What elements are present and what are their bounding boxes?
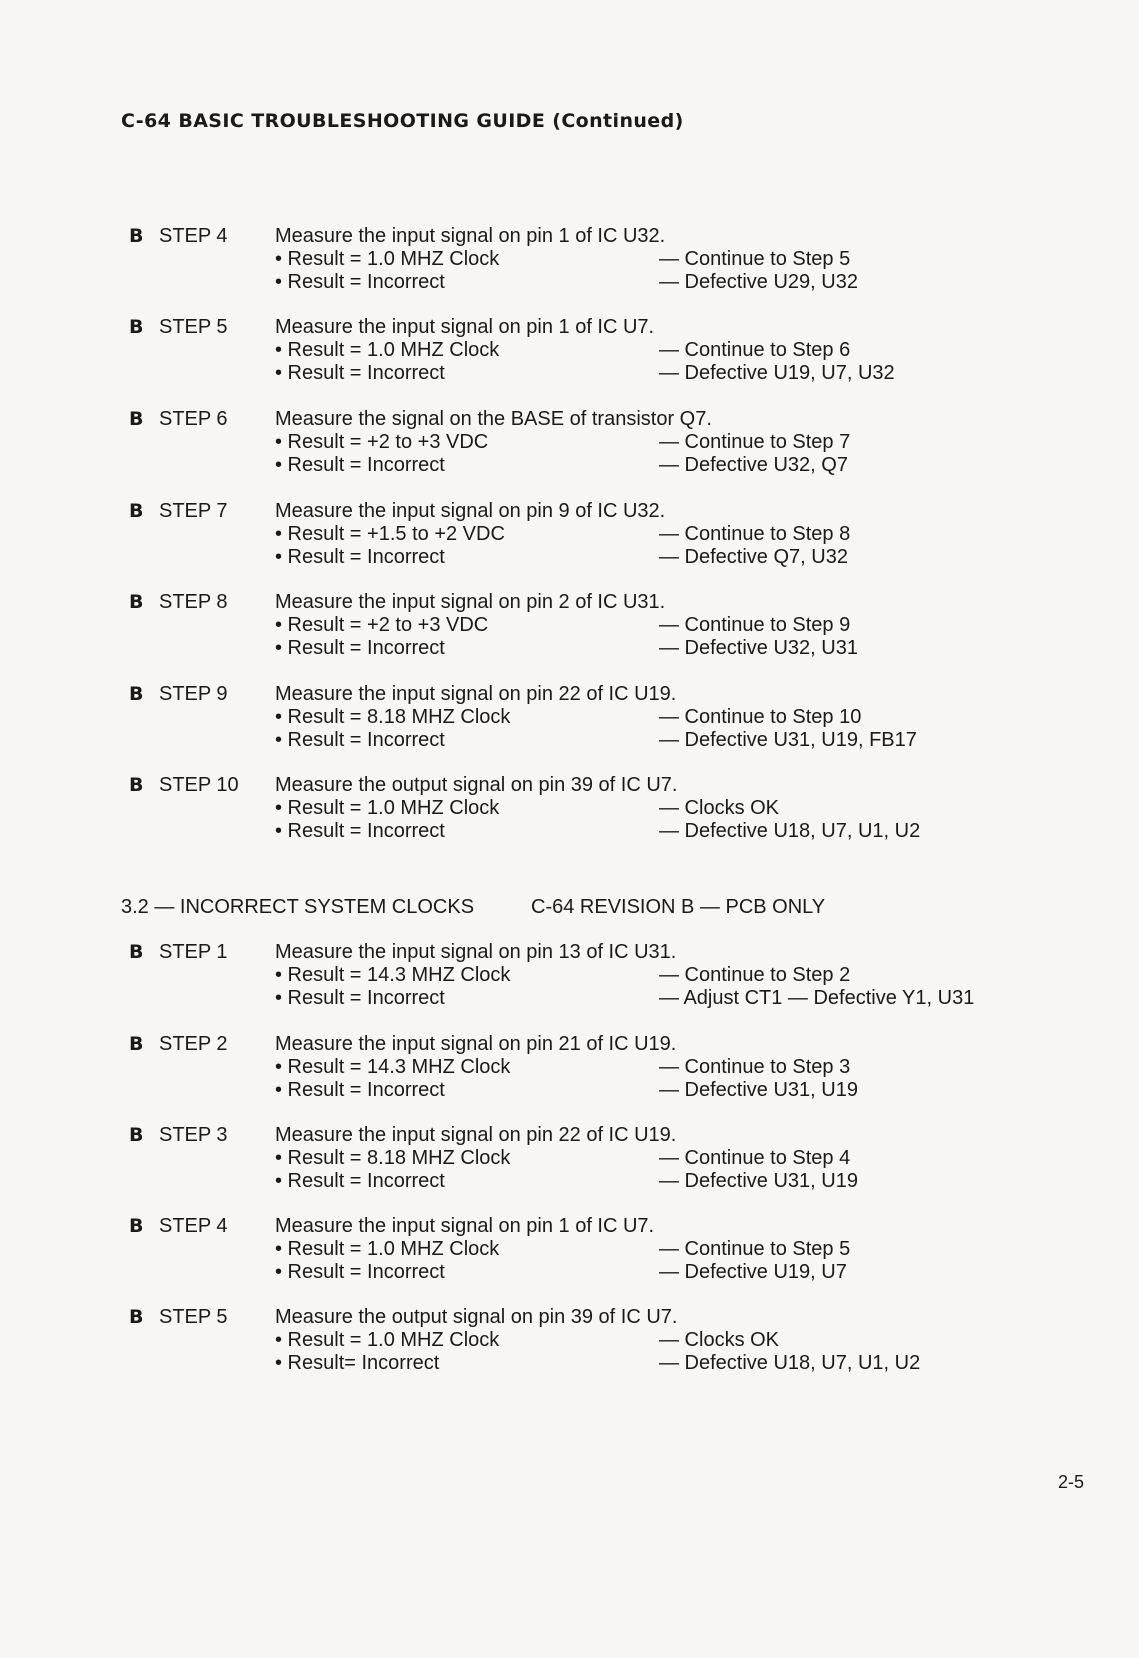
action-incorrect: — Defective U18, U7, U1, U2 — [659, 1352, 921, 1374]
step-label: STEP 10 — [159, 774, 239, 796]
revision-marker: B — [129, 1124, 144, 1146]
result-incorrect: • Result = Incorrect — [275, 1079, 445, 1101]
section-steps-2 — [121, 0, 1081, 1400]
step-instruction: Measure the input signal on pin 13 of IC U31. — [275, 941, 677, 963]
page-number: 2-5 — [1058, 1472, 1085, 1492]
action-incorrect: — Defective U31, U19 — [659, 1170, 858, 1192]
result-expected: • Result = 1.0 MHZ Clock — [275, 248, 500, 270]
step-instruction: Measure the input signal on pin 22 of IC U19. — [275, 683, 677, 705]
action-incorrect: — Defective U19, U7 — [659, 1261, 847, 1283]
result-incorrect: • Result = Incorrect — [275, 637, 445, 659]
action-expected: — Continue to Step 6 — [659, 339, 851, 361]
step-label: STEP 3 — [159, 1124, 228, 1146]
revision-marker: B — [129, 408, 144, 430]
result-expected: • Result = 1.0 MHZ Clock — [275, 1329, 500, 1351]
result-incorrect: • Result = Incorrect — [275, 1261, 445, 1283]
action-incorrect: — Defective U29, U32 — [659, 271, 858, 293]
step-block — [121, 1124, 1081, 1204]
step-instruction: Measure the input signal on pin 21 of IC U19. — [275, 1033, 677, 1055]
step-block — [121, 1215, 1081, 1295]
revision-marker: B — [129, 1033, 144, 1055]
result-incorrect: • Result = Incorrect — [275, 454, 445, 476]
action-incorrect: — Adjust CT1 — Defective Y1, U31 — [659, 987, 975, 1009]
result-expected: • Result = 14.3 MHZ Clock — [275, 1056, 511, 1078]
action-incorrect: — Defective Q7, U32 — [659, 546, 848, 568]
action-incorrect: — Defective U19, U7, U32 — [659, 362, 895, 384]
step-instruction: Measure the input signal on pin 1 of IC U32. — [275, 225, 666, 247]
action-expected: — Continue to Step 2 — [659, 964, 851, 986]
step-label: STEP 5 — [159, 316, 228, 338]
action-expected: — Continue to Step 4 — [659, 1147, 851, 1169]
result-incorrect: • Result = Incorrect — [275, 1170, 445, 1192]
step-instruction: Measure the input signal on pin 1 of IC U7. — [275, 316, 655, 338]
step-label: STEP 4 — [159, 1215, 228, 1237]
result-expected: • Result = +2 to +3 VDC — [275, 431, 489, 453]
step-instruction: Measure the output signal on pin 39 of IC U7. — [275, 774, 678, 796]
result-incorrect: • Result = Incorrect — [275, 546, 445, 568]
section-heading-title: 3.2 — INCORRECT SYSTEM CLOCKS — [121, 896, 475, 918]
action-expected: — Clocks OK — [659, 797, 780, 819]
revision-marker: B — [129, 683, 144, 705]
result-expected: • Result = 14.3 MHZ Clock — [275, 964, 511, 986]
revision-marker: B — [129, 941, 144, 963]
step-instruction: Measure the output signal on pin 39 of IC U7. — [275, 1306, 678, 1328]
step-instruction: Measure the signal on the BASE of transistor Q7. — [275, 408, 712, 430]
revision-marker: B — [129, 774, 144, 796]
step-instruction: Measure the input signal on pin 9 of IC U32. — [275, 500, 666, 522]
action-expected: — Continue to Step 10 — [659, 706, 862, 728]
result-expected: • Result = 8.18 MHZ Clock — [275, 706, 511, 728]
step-label: STEP 7 — [159, 500, 228, 522]
result-incorrect: • Result = Incorrect — [275, 271, 445, 293]
step-block — [121, 1306, 1081, 1386]
action-incorrect: — Defective U31, U19, FB17 — [659, 729, 917, 751]
step-block — [121, 1033, 1081, 1113]
step-block — [121, 941, 1081, 1021]
action-incorrect: — Defective U32, U31 — [659, 637, 858, 659]
revision-marker: B — [129, 591, 144, 613]
step-label: STEP 6 — [159, 408, 228, 430]
step-label: STEP 2 — [159, 1033, 228, 1055]
result-incorrect: • Result = Incorrect — [275, 729, 445, 751]
action-incorrect: — Defective U31, U19 — [659, 1079, 858, 1101]
step-label: STEP 1 — [159, 941, 228, 963]
step-label: STEP 5 — [159, 1306, 228, 1328]
step-instruction: Measure the input signal on pin 2 of IC U31. — [275, 591, 666, 613]
action-expected: — Continue to Step 3 — [659, 1056, 851, 1078]
result-expected: • Result = 8.18 MHZ Clock — [275, 1147, 511, 1169]
step-label: STEP 8 — [159, 591, 228, 613]
action-incorrect: — Defective U18, U7, U1, U2 — [659, 820, 921, 842]
result-expected: • Result = 1.0 MHZ Clock — [275, 797, 500, 819]
step-instruction: Measure the input signal on pin 22 of IC U19. — [275, 1124, 677, 1146]
revision-marker: B — [129, 225, 144, 247]
revision-marker: B — [129, 1215, 144, 1237]
result-expected: • Result = +2 to +3 VDC — [275, 614, 489, 636]
result-incorrect: • Result = Incorrect — [275, 362, 445, 384]
result-incorrect: • Result = Incorrect — [275, 987, 445, 1009]
result-incorrect: • Result = Incorrect — [275, 820, 445, 842]
page-title: C-64 BASIC TROUBLESHOOTING GUIDE (Continued) — [121, 110, 684, 132]
revision-marker: B — [129, 316, 144, 338]
action-expected: — Continue to Step 5 — [659, 1238, 851, 1260]
action-expected: — Continue to Step 9 — [659, 614, 851, 636]
action-incorrect: — Defective U32, Q7 — [659, 454, 848, 476]
action-expected: — Continue to Step 8 — [659, 523, 851, 545]
step-label: STEP 9 — [159, 683, 228, 705]
revision-marker: B — [129, 1306, 144, 1328]
result-expected: • Result = +1.5 to +2 VDC — [275, 523, 505, 545]
result-incorrect: • Result= Incorrect — [275, 1352, 440, 1374]
result-expected: • Result = 1.0 MHZ Clock — [275, 339, 500, 361]
result-expected: • Result = 1.0 MHZ Clock — [275, 1238, 500, 1260]
section-heading-revision: C-64 REVISION B — PCB ONLY — [531, 896, 826, 918]
step-instruction: Measure the input signal on pin 1 of IC U7. — [275, 1215, 655, 1237]
action-expected: — Continue to Step 5 — [659, 248, 851, 270]
step-label: STEP 4 — [159, 225, 228, 247]
action-expected: — Clocks OK — [659, 1329, 780, 1351]
action-expected: — Continue to Step 7 — [659, 431, 851, 453]
revision-marker: B — [129, 500, 144, 522]
